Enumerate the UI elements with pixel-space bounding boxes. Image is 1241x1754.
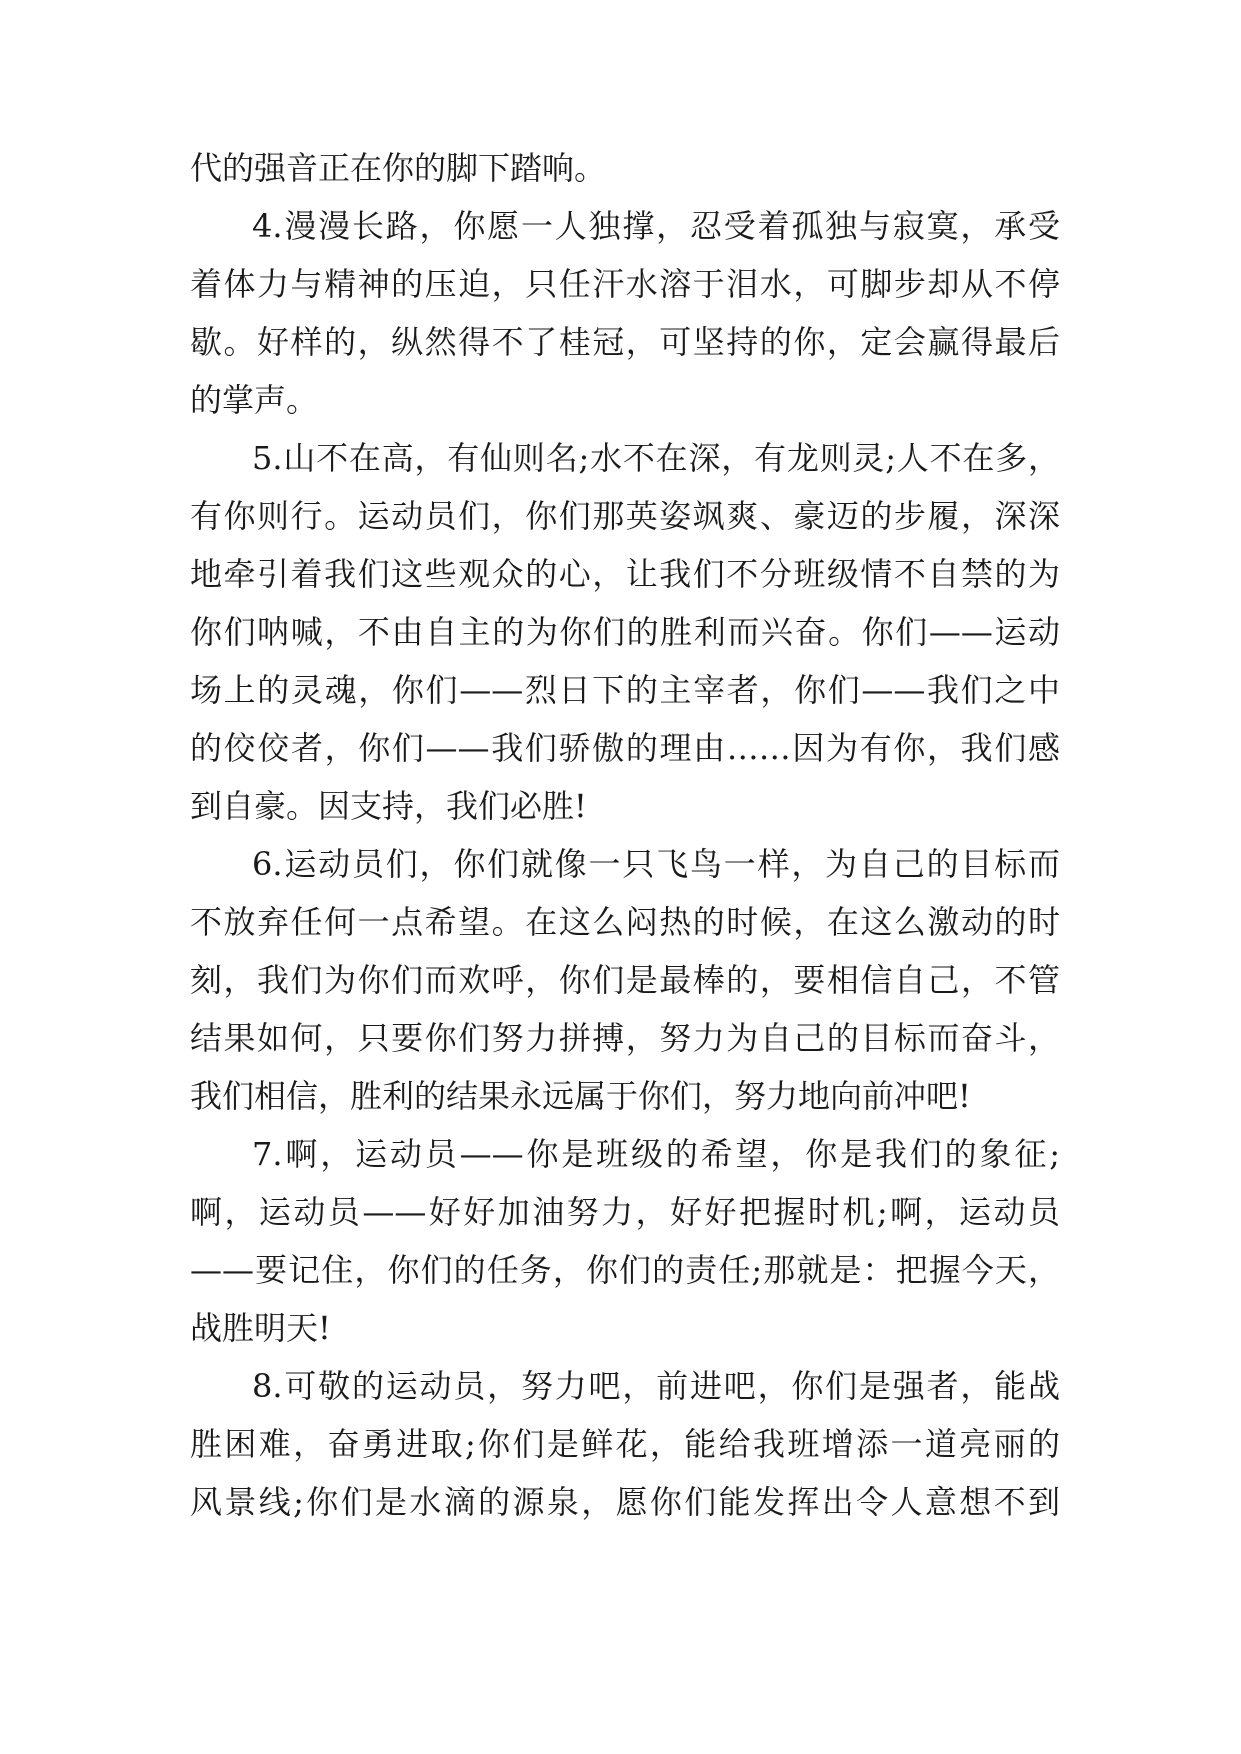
text-line: 8.可敬的运动员，努力吧，前进吧，你们是强者，能战 <box>252 1367 1060 1405</box>
text-line: 的佼佼者，你们——我们骄傲的理由……因为有你，我们感 <box>190 729 1060 767</box>
text-line: 5.山不在高，有仙则名;水不在深，有龙则灵;人不在多， <box>252 439 1060 477</box>
text-line: 6.运动员们，你们就像一只飞鸟一样，为自己的目标而 <box>252 845 1060 883</box>
text-line: ——要记住，你们的任务，你们的责任;那就是：把握今天， <box>190 1251 1060 1289</box>
text-line: 场上的灵魂，你们——烈日下的主宰者，你们——我们之中 <box>190 671 1060 709</box>
text-line: 歇。好样的，纵然得不了桂冠，可坚持的你，定会赢得最后 <box>190 323 1060 361</box>
text-line: 啊，运动员——好好加油努力，好好把握时机;啊，运动员 <box>190 1193 1060 1231</box>
text-line: 战胜明天! <box>190 1309 331 1347</box>
text-line: 我们相信，胜利的结果永远属于你们，努力地向前冲吧! <box>190 1077 971 1115</box>
text-line: 胜困难，奋勇进取;你们是鲜花，能给我班增添一道亮丽的 <box>190 1425 1060 1463</box>
text-line: 7.啊，运动员——你是班级的希望，你是我们的象征; <box>252 1135 1060 1173</box>
text-line: 你们呐喊，不由自主的为你们的胜利而兴奋。你们——运动 <box>190 613 1060 651</box>
text-line: 有你则行。运动员们，你们那英姿飒爽、豪迈的步履，深深 <box>190 497 1060 535</box>
text-line: 结果如何，只要你们努力拼搏，努力为自己的目标而奋斗， <box>190 1019 1060 1057</box>
text-line: 着体力与精神的压迫，只任汗水溶于泪水，可脚步却从不停 <box>190 265 1060 303</box>
text-line: 的掌声。 <box>190 381 319 419</box>
text-line: 4.漫漫长路，你愿一人独撑，忍受着孤独与寂寞，承受 <box>252 207 1060 245</box>
text-line: 风景线;你们是水滴的源泉，愿你们能发挥出令人意想不到 <box>190 1483 1060 1521</box>
text-line: 不放弃任何一点希望。在这么闷热的时候，在这么激动的时 <box>190 903 1060 941</box>
text-line: 地牵引着我们这些观众的心，让我们不分班级情不自禁的为 <box>190 555 1060 593</box>
text-line: 到自豪。因支持，我们必胜! <box>190 787 587 825</box>
text-line: 刻，我们为你们而欢呼，你们是最棒的，要相信自己，不管 <box>190 961 1060 999</box>
text-line: 代的强音正在你的脚下踏响。 <box>190 149 607 187</box>
